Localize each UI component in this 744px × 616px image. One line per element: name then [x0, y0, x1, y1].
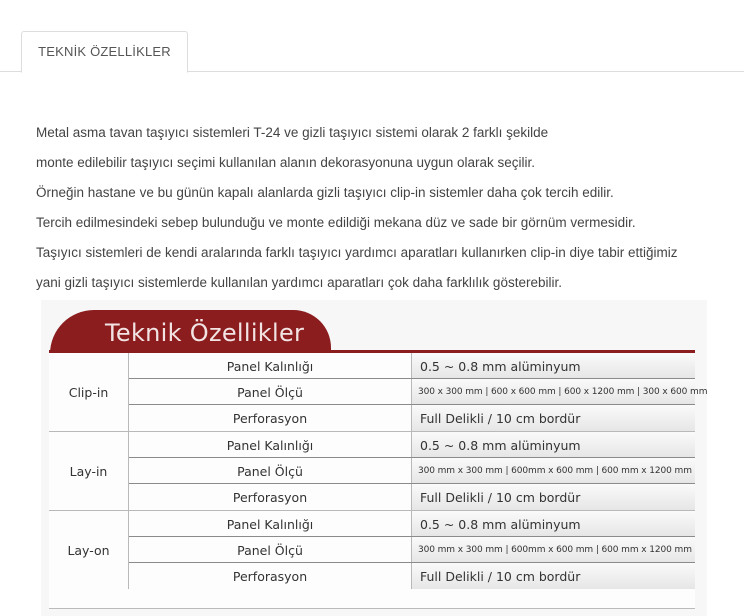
spec-group-clip-in [49, 353, 708, 431]
spec-group-lay-in [49, 432, 695, 510]
spec-row-label: Panel Kalınlığı [129, 432, 412, 457]
spec-group-label: Clip-in [49, 353, 129, 431]
spec-row-value: Full Delikli / 10 cm bordür [412, 563, 695, 589]
spec-row-label: Panel Ölçü [129, 458, 412, 483]
spec-row [129, 432, 695, 458]
spec-table-image [41, 300, 707, 616]
tab-bar [0, 0, 744, 72]
spec-title: Teknik Özellikler [50, 310, 331, 354]
spec-row [129, 353, 695, 379]
description-line: monte edilebilir taşıyıcı seçimi kullanılan alanın dekorasyonuna uygun olarak seçilir. [36, 155, 536, 170]
description-line: Taşıyıcı sistemleri de kendi aralarında farklı taşıyıcı yardımcı aparatları kullanırken clip-in diye tabir ettiğimiz [36, 245, 678, 260]
spec-row-value: Full Delikli / 10 cm bordür [412, 484, 695, 510]
spec-row-label: Perforasyon [129, 563, 412, 589]
product-description [36, 118, 736, 298]
spec-row-value: 300 x 300 mm | 600 x 600 mm | 600 x 1200 mm | 300 x 600 mm [412, 379, 695, 404]
spec-row [129, 405, 695, 431]
spec-row [129, 458, 695, 484]
spec-row-value: 0.5 ~ 0.8 mm alüminyum [412, 353, 695, 378]
spec-row-label: Perforasyon [129, 484, 412, 510]
spec-row [129, 379, 708, 405]
description-line: yani gizli taşıyıcı sistemlerde kullanılan yardımcı aparatları çok daha farklılık gösterebilir. [36, 275, 562, 290]
description-line: Örneğin hastane ve bu günün kapalı alanlarda gizli taşıyıcı clip-in sistemler daha çok tercih edilir. [36, 185, 614, 200]
description-line: Metal asma tavan taşıyıcı sistemleri T-24 ve gizli taşıyıcı sistemi olarak 2 farklı şekilde [36, 125, 549, 140]
spec-row-value: 300 mm x 300 mm | 600mm x 600 mm | 600 mm x 1200 mm [412, 537, 695, 562]
spec-group-label: Lay-on [49, 511, 129, 589]
tab-teknik-ozellikler[interactable]: TEKNİK ÖZELLİKLER [21, 31, 188, 73]
spec-group-label: Lay-in [49, 432, 129, 510]
spec-table [49, 350, 708, 609]
spec-row [129, 537, 695, 563]
spec-row [129, 511, 695, 537]
spec-row-label: Panel Kalınlığı [129, 353, 412, 378]
spec-row-value: Full Delikli / 10 cm bordür [412, 405, 695, 431]
spec-row [129, 563, 695, 589]
spec-row-value: 300 mm x 300 mm | 600mm x 600 mm | 600 mm x 1200 mm [412, 458, 695, 483]
spec-row-value: 0.5 ~ 0.8 mm alüminyum [412, 432, 695, 457]
spec-row-label: Panel Kalınlığı [129, 511, 412, 536]
spec-row [129, 484, 695, 510]
spec-group-lay-on [49, 511, 695, 589]
spec-row-label: Panel Ölçü [129, 379, 412, 404]
description-line: Tercih edilmesindeki sebep bulunduğu ve monte edildiği mekana düz ve sade bir görnüm vermesidir. [36, 215, 636, 230]
spec-row-value: 0.5 ~ 0.8 mm alüminyum [412, 511, 695, 536]
spec-row-label: Perforasyon [129, 405, 412, 431]
spec-row-label: Panel Ölçü [129, 537, 412, 562]
